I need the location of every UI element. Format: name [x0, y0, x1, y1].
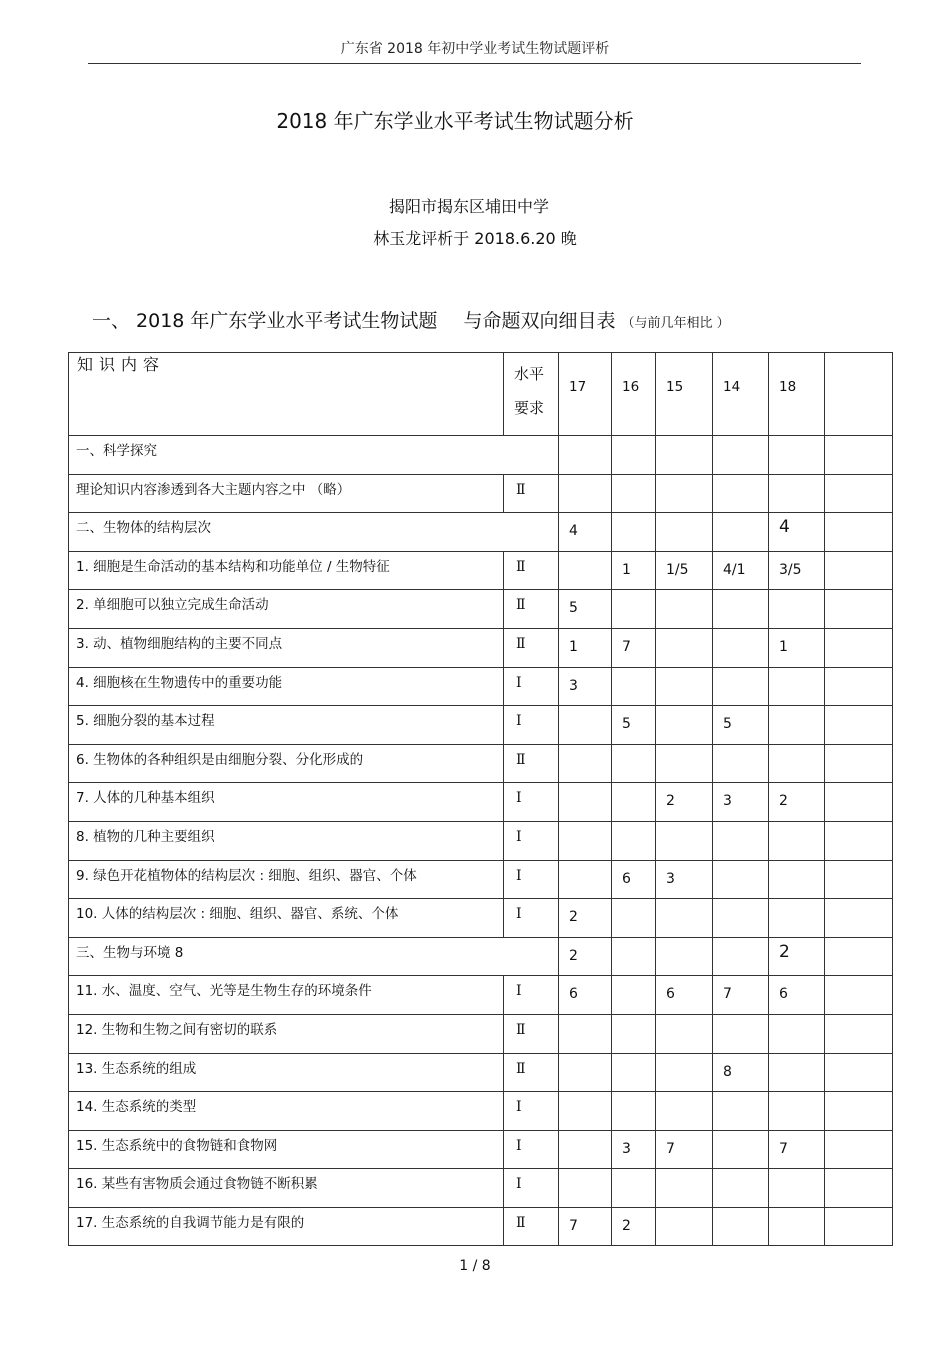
level-requirement: Ⅰ — [504, 1169, 559, 1208]
level-requirement: Ⅰ — [504, 1130, 559, 1169]
knowledge-item: 13. 生态系统的组成 — [69, 1053, 504, 1092]
year-cell: 2 — [656, 783, 713, 822]
year-cell — [612, 976, 656, 1015]
year-cell — [825, 667, 893, 706]
knowledge-item: 9. 绿色开花植物体的结构层次 : 细胞、组织、器官、个体 — [69, 860, 504, 899]
table-row — [69, 937, 893, 976]
year-cell — [656, 1092, 713, 1131]
knowledge-item: 12. 生物和生物之间有密切的联系 — [69, 1014, 504, 1053]
knowledge-item: 1. 细胞是生命活动的基本结构和功能单位 / 生物特征 — [69, 551, 504, 590]
header-year — [825, 353, 893, 436]
year-cell — [656, 1014, 713, 1053]
level-requirement: Ⅱ — [504, 590, 559, 629]
year-cell — [713, 513, 769, 552]
year-cell — [656, 706, 713, 745]
year-cell — [612, 783, 656, 822]
table-header-row — [69, 353, 893, 436]
year-cell: 1 — [612, 551, 656, 590]
level-requirement: Ⅱ — [504, 1014, 559, 1053]
year-cell — [656, 667, 713, 706]
year-cell — [825, 590, 893, 629]
year-cell — [559, 551, 612, 590]
year-cell — [612, 937, 656, 976]
year-cell — [656, 821, 713, 860]
year-cell: 4/1 — [713, 551, 769, 590]
level-requirement: Ⅱ — [504, 628, 559, 667]
year-cell — [656, 744, 713, 783]
year-cell — [825, 860, 893, 899]
year-cell: 6 — [656, 976, 713, 1015]
year-cell: 7 — [713, 976, 769, 1015]
year-cell — [713, 860, 769, 899]
year-cell — [769, 1169, 825, 1208]
year-cell — [656, 628, 713, 667]
header-level — [504, 353, 559, 436]
year-cell — [713, 667, 769, 706]
header-level-line1: 水平 — [514, 365, 545, 383]
knowledge-item: 6. 生物体的各种组织是由细胞分裂、分化形成的 — [69, 744, 504, 783]
table-row — [69, 860, 893, 899]
header-year: 18 — [769, 353, 825, 436]
year-cell — [825, 513, 893, 552]
year-cell — [713, 1169, 769, 1208]
knowledge-item: 7. 人体的几种基本组织 — [69, 783, 504, 822]
table-row — [69, 1207, 893, 1246]
header-content: 知识内容 — [69, 353, 504, 436]
table-row — [69, 1169, 893, 1208]
year-cell — [825, 1130, 893, 1169]
level-requirement: Ⅱ — [504, 1207, 559, 1246]
section-heading-sub: 与命题双向细目表 — [463, 310, 616, 332]
knowledge-item: 10. 人体的结构层次 : 细胞、组织、器官、系统、个体 — [69, 899, 504, 938]
year-cell — [825, 937, 893, 976]
section-heading — [92, 306, 730, 333]
year-cell — [559, 1169, 612, 1208]
knowledge-item: 3. 动、植物细胞结构的主要不同点 — [69, 628, 504, 667]
year-cell: 1 — [559, 628, 612, 667]
table-row — [69, 1130, 893, 1169]
year-cell — [713, 474, 769, 513]
year-cell — [825, 706, 893, 745]
document-title: 2018 年广东学业水平考试生物试题分析 — [276, 109, 634, 133]
year-cell — [825, 1207, 893, 1246]
year-cell — [713, 937, 769, 976]
year-cell — [769, 436, 825, 475]
year-cell: 4 — [559, 513, 612, 552]
year-cell — [559, 821, 612, 860]
year-cell — [769, 860, 825, 899]
header-rule — [88, 63, 861, 64]
level-requirement: Ⅰ — [504, 783, 559, 822]
year-cell — [713, 590, 769, 629]
table-row — [69, 1092, 893, 1131]
section-heading-note: （与前几年相比 ） — [621, 316, 730, 331]
year-cell — [713, 1207, 769, 1246]
year-cell — [612, 744, 656, 783]
year-cell — [612, 821, 656, 860]
year-cell: 2 — [612, 1207, 656, 1246]
year-cell: 8 — [713, 1053, 769, 1092]
year-cell: 5 — [559, 590, 612, 629]
year-cell — [825, 1053, 893, 1092]
level-requirement: Ⅰ — [504, 899, 559, 938]
year-cell — [769, 821, 825, 860]
level-requirement: Ⅰ — [504, 821, 559, 860]
knowledge-item: 5. 细胞分裂的基本过程 — [69, 706, 504, 745]
table-row — [69, 1053, 893, 1092]
knowledge-item: 2. 单细胞可以独立完成生命活动 — [69, 590, 504, 629]
year-cell: 5 — [713, 706, 769, 745]
year-cell — [713, 744, 769, 783]
year-cell — [769, 474, 825, 513]
table-row — [69, 706, 893, 745]
table-row — [69, 1014, 893, 1053]
year-cell — [825, 1014, 893, 1053]
level-requirement: I — [504, 1092, 559, 1131]
header-year: 16 — [612, 353, 656, 436]
year-cell: 2 — [559, 899, 612, 938]
knowledge-item: 4. 细胞核在生物遗传中的重要功能 — [69, 667, 504, 706]
year-cell — [713, 436, 769, 475]
year-cell — [612, 1092, 656, 1131]
year-cell — [825, 821, 893, 860]
table-row — [69, 976, 893, 1015]
author-line: 林玉龙评析于 2018.6.20 晚 — [373, 229, 577, 248]
year-cell — [769, 899, 825, 938]
year-cell: 6 — [612, 860, 656, 899]
year-cell — [769, 1014, 825, 1053]
header-year: 17 — [559, 353, 612, 436]
year-cell — [769, 1207, 825, 1246]
year-cell — [656, 937, 713, 976]
header-year: 15 — [656, 353, 713, 436]
year-cell: 7 — [559, 1207, 612, 1246]
year-cell — [559, 860, 612, 899]
year-cell — [559, 1053, 612, 1092]
level-requirement: Ⅰ — [504, 667, 559, 706]
table-row — [69, 436, 893, 475]
table-row — [69, 474, 893, 513]
year-cell — [656, 1207, 713, 1246]
year-cell: 1/5 — [656, 551, 713, 590]
year-cell — [769, 706, 825, 745]
year-cell — [612, 1169, 656, 1208]
knowledge-item: 14. 生态系统的类型 — [69, 1092, 504, 1131]
year-cell: 3 — [713, 783, 769, 822]
year-cell — [769, 590, 825, 629]
table-row — [69, 667, 893, 706]
level-requirement: Ⅰ — [504, 976, 559, 1015]
year-cell — [656, 899, 713, 938]
year-cell — [612, 436, 656, 475]
table-row — [69, 551, 893, 590]
year-cell — [713, 1092, 769, 1131]
page-number: 1 / 8 — [459, 1258, 491, 1274]
year-cell — [559, 1014, 612, 1053]
year-cell — [825, 976, 893, 1015]
level-requirement: Ⅱ — [504, 474, 559, 513]
year-cell — [713, 899, 769, 938]
year-cell — [559, 744, 612, 783]
year-cell — [825, 474, 893, 513]
year-cell: 7 — [656, 1130, 713, 1169]
table-row — [69, 821, 893, 860]
header-year: 14 — [713, 353, 769, 436]
year-cell — [825, 899, 893, 938]
year-cell: 3/5 — [769, 551, 825, 590]
section-heading-main: 一、 2018 年广东学业水平考试生物试题 — [92, 310, 438, 332]
table-row — [69, 899, 893, 938]
year-cell — [612, 474, 656, 513]
year-cell: 7 — [769, 1130, 825, 1169]
level-requirement: Ⅱ — [504, 1053, 559, 1092]
level-requirement: Ⅰ — [504, 860, 559, 899]
year-cell — [559, 1130, 612, 1169]
year-cell: 5 — [612, 706, 656, 745]
category-label: 一、科学探究 — [69, 436, 559, 475]
year-cell — [656, 436, 713, 475]
year-cell — [656, 1053, 713, 1092]
year-cell — [559, 783, 612, 822]
year-cell: 2 — [769, 783, 825, 822]
year-cell — [825, 1092, 893, 1131]
table-row — [69, 783, 893, 822]
year-cell — [769, 1053, 825, 1092]
year-cell — [612, 1014, 656, 1053]
year-cell: 2 — [559, 937, 612, 976]
year-cell — [656, 590, 713, 629]
level-requirement: Ⅱ — [504, 744, 559, 783]
year-cell — [612, 590, 656, 629]
table-row — [69, 590, 893, 629]
table-row — [69, 744, 893, 783]
table-row — [69, 628, 893, 667]
year-cell: 2 — [769, 937, 825, 976]
year-cell — [612, 513, 656, 552]
year-cell: 4 — [769, 513, 825, 552]
year-cell: 1 — [769, 628, 825, 667]
year-cell — [769, 667, 825, 706]
year-cell: 7 — [612, 628, 656, 667]
two-way-specification-table — [68, 352, 893, 1246]
year-cell: 6 — [769, 976, 825, 1015]
year-cell — [656, 513, 713, 552]
year-cell — [825, 1169, 893, 1208]
year-cell — [713, 628, 769, 667]
year-cell — [825, 783, 893, 822]
year-cell — [825, 628, 893, 667]
table-row — [69, 513, 893, 552]
year-cell — [559, 1092, 612, 1131]
knowledge-item: 11. 水、温度、空气、光等是生物生存的环境条件 — [69, 976, 504, 1015]
school-name: 揭阳市揭东区埔田中学 — [388, 197, 549, 216]
year-cell — [559, 474, 612, 513]
header-level-line2: 要求 — [514, 399, 545, 417]
knowledge-item: 16. 某些有害物质会通过食物链不断积累 — [69, 1169, 504, 1208]
year-cell — [612, 899, 656, 938]
category-label: 二、生物体的结构层次 — [69, 513, 559, 552]
year-cell: 3 — [559, 667, 612, 706]
year-cell — [656, 1169, 713, 1208]
knowledge-item: 8. 植物的几种主要组织 — [69, 821, 504, 860]
year-cell: 3 — [612, 1130, 656, 1169]
year-cell: 6 — [559, 976, 612, 1015]
year-cell — [713, 1130, 769, 1169]
year-cell — [825, 436, 893, 475]
year-cell — [612, 1053, 656, 1092]
year-cell — [656, 474, 713, 513]
category-label: 三、生物与环境 8 — [69, 937, 559, 976]
knowledge-item: 15. 生态系统中的食物链和食物网 — [69, 1130, 504, 1169]
level-requirement: Ⅱ — [504, 551, 559, 590]
year-cell — [713, 821, 769, 860]
knowledge-item: 理论知识内容渗透到各大主题内容之中 （略） — [69, 474, 504, 513]
year-cell — [769, 744, 825, 783]
year-cell — [825, 551, 893, 590]
year-cell — [769, 1092, 825, 1131]
year-cell — [559, 706, 612, 745]
level-requirement: Ⅰ — [504, 706, 559, 745]
year-cell — [559, 436, 612, 475]
year-cell: 3 — [656, 860, 713, 899]
year-cell — [612, 667, 656, 706]
year-cell — [825, 744, 893, 783]
year-cell — [713, 1014, 769, 1053]
knowledge-item: 17. 生态系统的自我调节能力是有限的 — [69, 1207, 504, 1246]
running-header: 广东省 2018 年初中学业考试生物试题评析 — [340, 41, 610, 57]
